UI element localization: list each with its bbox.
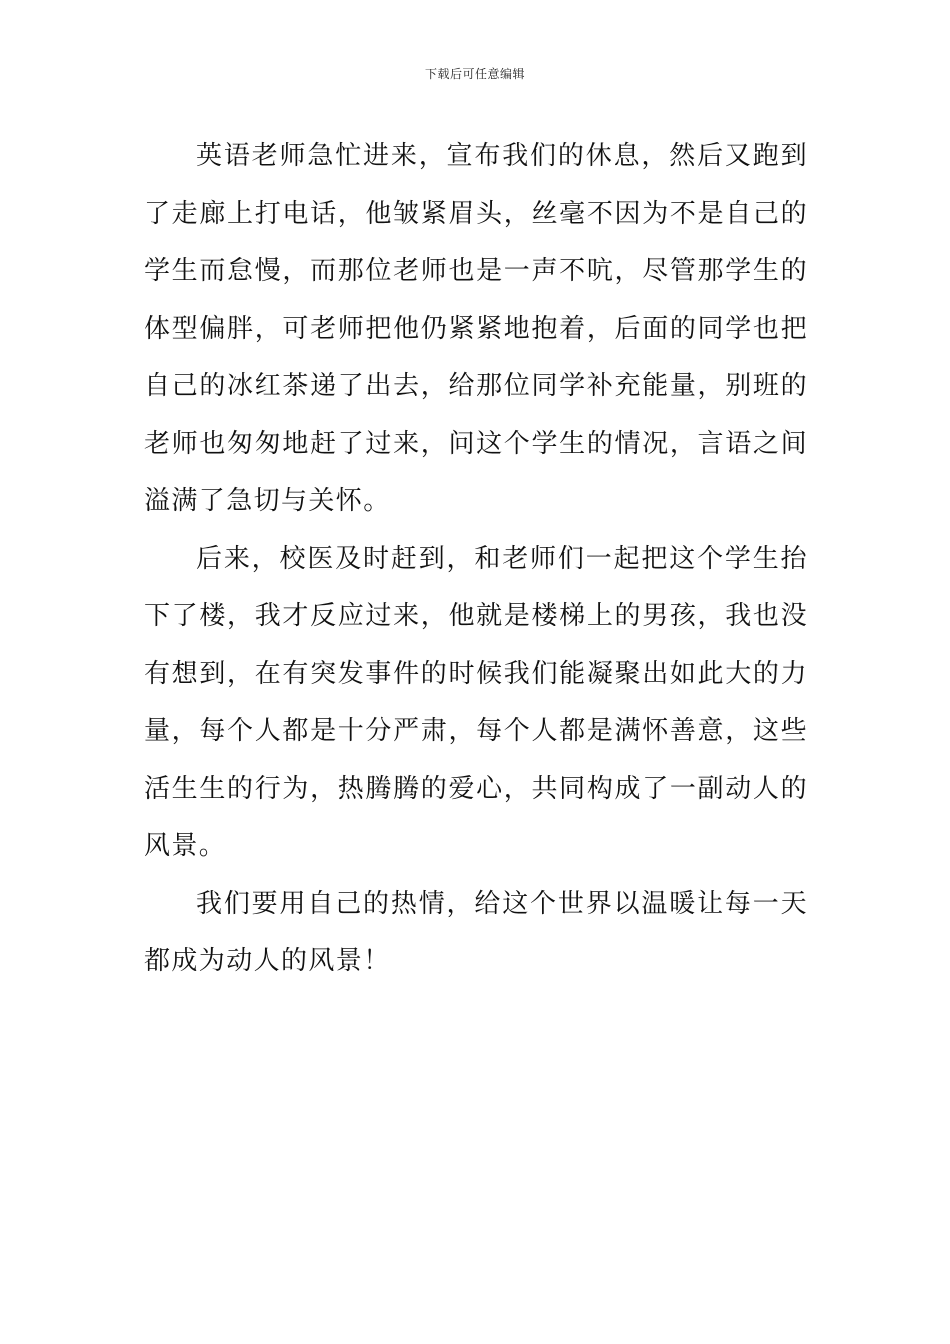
document-body — [144, 128, 808, 991]
paragraph: 后来，校医及时赶到，和老师们一起把这个学生抬下了楼，我才反应过来，他就是楼梯上的男孩，我也没有想到，在有突发事件的时候我们能凝聚出如此大的力量，每个人都是十分严肃，每个人都是满怀善意，这些活生生的行为，热腾腾的爱心，共同构成了一副动人的风景。 — [144, 543, 808, 861]
paragraph: 我们要用自己的热情，给这个世界以温暖让每一天都成为动人的风景！ — [144, 888, 808, 976]
paragraph: 英语老师急忙进来，宣布我们的休息，然后又跑到了走廊上打电话，他皱紧眉头，丝毫不因为不是自己的学生而怠慢，而那位老师也是一声不吭，尽管那学生的体型偏胖，可老师把他仍紧紧地抱着，后面的同学也把自己的冰红茶递了出去，给那位同学补充能量，别班的老师也匆匆地赶了过来，问这个学生的情况，言语之间溢满了急切与关怀。 — [144, 141, 808, 516]
header-note: 下载后可任意编辑 — [424, 67, 525, 81]
